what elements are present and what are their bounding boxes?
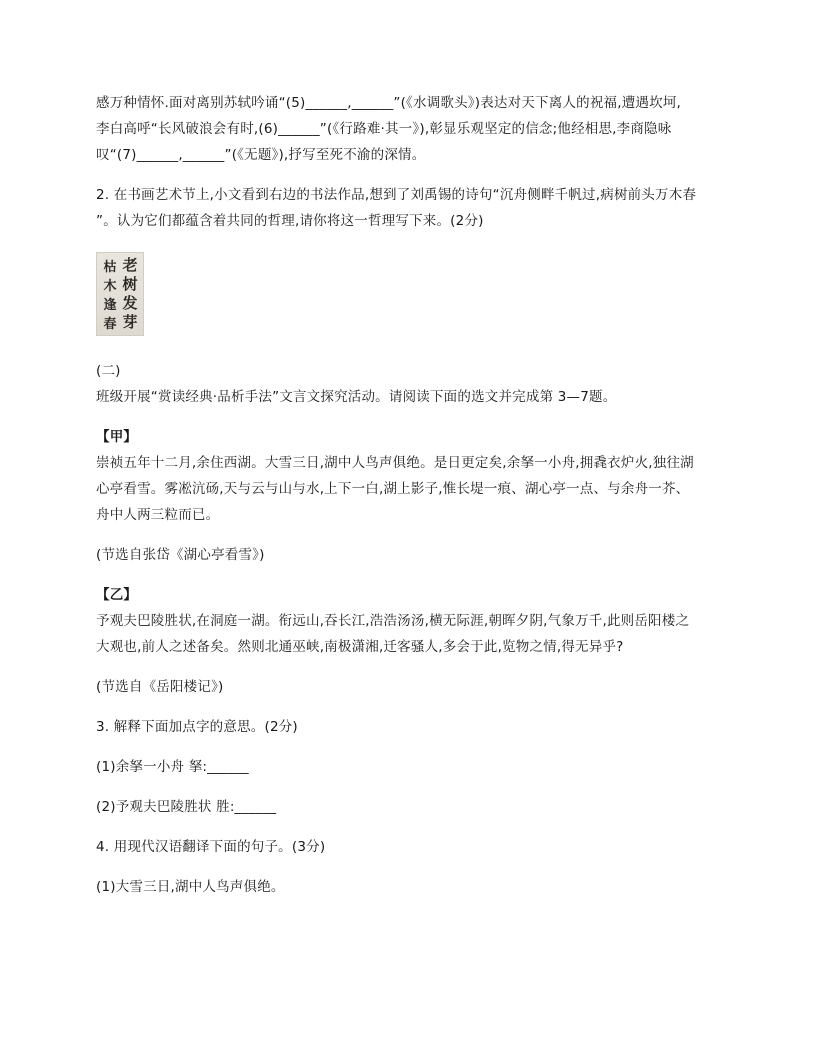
- q1-tail-line2: 李白高呼“长风破浪会有时,(6)______”(《行路难·其一》),彰显乐观坚定的信念;他经相思,李商隐咏: [96, 121, 672, 137]
- calligraphy-char: 春: [103, 317, 117, 332]
- jia-line1: 崇祯五年十二月,余住西湖。大雪三日,湖中人鸟声俱绝。是日更定矣,余拏一小舟,拥毳衣炉火,独往湖: [96, 455, 694, 471]
- calligraphy-left-column: [101, 258, 119, 334]
- yi-line2: 大观也,前人之述备矣。然则北通巫峡,南极潇湘,迁客骚人,多会于此,览物之情,得无异乎?: [96, 639, 624, 655]
- yi-source: (节选自《岳阳楼记》): [96, 679, 224, 695]
- document-page: [96, 90, 724, 900]
- q4-item1: (1)大雪三日,湖中人鸟声俱绝。: [96, 879, 285, 895]
- yi-label: 【乙】: [96, 587, 138, 603]
- q4-title: 4. 用现代汉语翻译下面的句子。(3分): [96, 839, 326, 855]
- q3-item1: (1)余拏一小舟 拏:______: [96, 759, 249, 775]
- calligraphy-char: 逢: [103, 298, 117, 313]
- jia-line2: 心亭看雪。雾凇沆砀,天与云与山与水,上下一白,湖上影子,惟长堤一痕、湖心亭一点、与余舟一芥、: [96, 481, 690, 497]
- section2-heading: (二): [96, 363, 121, 379]
- jia-line3: 舟中人两三粒而已。: [96, 507, 220, 523]
- calligraphy-char: 发: [122, 294, 138, 312]
- q1-tail-line1: 感万种情怀.面对离别苏轼吟诵“(5)______,______”(《水调歌头》)表达对天下离人的祝福,遭遇坎坷,: [96, 95, 682, 111]
- q1-tail-line3: 叹“(7)______,______”(《无题》),抒写至死不渝的深情。: [96, 147, 426, 163]
- calligraphy-char: 树: [122, 275, 138, 293]
- calligraphy-char: 芽: [122, 313, 138, 331]
- calligraphy-image: [96, 252, 144, 336]
- calligraphy-char: 枯: [103, 260, 117, 275]
- q2-line2: ”。认为它们都蕴含着共同的哲理,请你将这一哲理写下来。(2分): [96, 213, 484, 229]
- q3-item2: (2)予观夫巴陵胜状 胜:______: [96, 799, 277, 815]
- calligraphy-char: 老: [122, 256, 138, 274]
- q2-line1: 2. 在书画艺术节上,小文看到右边的书法作品,想到了刘禹锡的诗句“沉舟侧畔千帆过,病树前头万木春: [96, 187, 697, 203]
- jia-source: (节选自张岱《湖心亭看雪》): [96, 547, 265, 563]
- calligraphy-right-column: [121, 256, 139, 332]
- q3-title: 3. 解释下面加点字的意思。(2分): [96, 719, 298, 735]
- yi-line1: 予观夫巴陵胜状,在洞庭一湖。衔远山,吞长江,浩浩汤汤,横无际涯,朝晖夕阴,气象万千,此则岳阳楼之: [96, 613, 690, 629]
- section2-intro: 班级开展“赏读经典·品析手法”文言文探究活动。请阅读下面的选文并完成第 3—7题。: [96, 389, 617, 405]
- jia-label: 【甲】: [96, 429, 138, 445]
- calligraphy-char: 木: [103, 279, 117, 294]
